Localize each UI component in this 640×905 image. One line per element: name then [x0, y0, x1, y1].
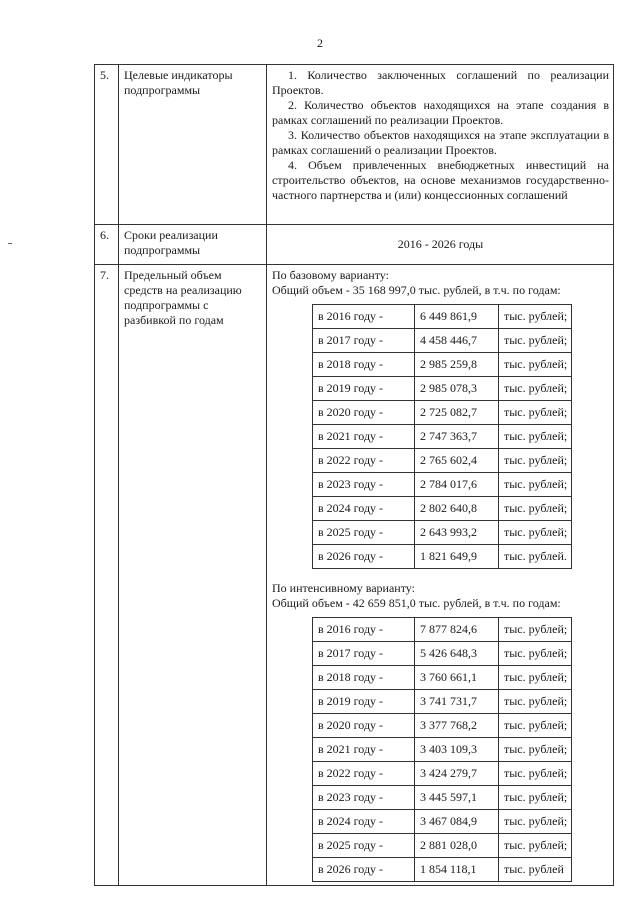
year-amount: 2 802 640,8: [415, 497, 499, 521]
year-label: в 2024 году -: [313, 810, 415, 834]
intensive-variant-total: Общий объем - 42 659 851,0 тыс. рублей, в т.ч. по годам:: [272, 596, 561, 610]
year-row: [313, 473, 572, 497]
row-number: 6.: [95, 225, 119, 265]
year-amount: 5 426 648,3: [415, 642, 499, 666]
year-unit: тыс. рублей;: [499, 618, 572, 642]
year-label: в 2018 году -: [313, 666, 415, 690]
year-unit: тыс. рублей;: [499, 473, 572, 497]
year-amount: 3 741 731,7: [415, 690, 499, 714]
year-row: [313, 714, 572, 738]
year-row: [313, 545, 572, 569]
intensive-years-list: [312, 617, 572, 882]
year-unit: тыс. рублей;: [499, 810, 572, 834]
year-unit: тыс. рублей;: [499, 329, 572, 353]
year-unit: тыс. рублей;: [499, 497, 572, 521]
year-amount: 3 760 661,1: [415, 666, 499, 690]
year-unit: тыс. рублей;: [499, 786, 572, 810]
year-amount: 4 458 446,7: [415, 329, 499, 353]
passport-table: [94, 64, 614, 886]
year-row: [313, 738, 572, 762]
year-unit: тыс. рублей;: [499, 666, 572, 690]
year-label: в 2026 году -: [313, 545, 415, 569]
year-label: в 2017 году -: [313, 329, 415, 353]
year-label: в 2016 году -: [313, 305, 415, 329]
row-funding: [95, 265, 614, 886]
year-amount: 3 424 279,7: [415, 762, 499, 786]
year-row: [313, 858, 572, 882]
year-amount: 3 467 084,9: [415, 810, 499, 834]
year-row: [313, 810, 572, 834]
year-unit: тыс. рублей;: [499, 834, 572, 858]
year-label: в 2017 году -: [313, 642, 415, 666]
year-unit: тыс. рублей;: [499, 401, 572, 425]
year-unit: тыс. рублей.: [499, 545, 572, 569]
year-unit: тыс. рублей: [499, 858, 572, 882]
year-unit: тыс. рублей;: [499, 738, 572, 762]
indicator-item: 2. Количество объектов находящихся на этапе создания в рамках соглашений по реализации Проектов.: [272, 98, 609, 127]
year-amount: 3 377 768,2: [415, 714, 499, 738]
year-label: в 2025 году -: [313, 834, 415, 858]
year-row: [313, 497, 572, 521]
year-row: [313, 329, 572, 353]
year-amount: 2 985 259,8: [415, 353, 499, 377]
year-row: [313, 666, 572, 690]
year-amount: 2 643 993,2: [415, 521, 499, 545]
margin-mark: [8, 243, 12, 244]
base-variant-title: По базовому варианту:: [272, 268, 389, 282]
year-label: в 2021 году -: [313, 425, 415, 449]
year-label: в 2016 году -: [313, 618, 415, 642]
year-label: в 2020 году -: [313, 401, 415, 425]
year-label: в 2022 году -: [313, 762, 415, 786]
year-row: [313, 786, 572, 810]
year-row: [313, 762, 572, 786]
year-label: в 2025 году -: [313, 521, 415, 545]
year-amount: 1 821 649,9: [415, 545, 499, 569]
intensive-variant-title: По интенсивному варианту:: [272, 581, 415, 595]
timeframe-value: 2016 - 2026 годы: [267, 225, 614, 265]
year-amount: 2 765 602,4: [415, 449, 499, 473]
year-row: [313, 834, 572, 858]
year-amount: 2 881 028,0: [415, 834, 499, 858]
year-label: в 2019 году -: [313, 690, 415, 714]
page-number: 2: [317, 36, 323, 50]
year-row: [313, 690, 572, 714]
year-label: в 2022 году -: [313, 449, 415, 473]
row-label: Сроки реализации подпрограммы: [119, 225, 267, 265]
year-amount: 2 985 078,3: [415, 377, 499, 401]
row-label: Целевые индикаторы подпрограммы: [119, 65, 267, 225]
year-unit: тыс. рублей;: [499, 762, 572, 786]
year-row: [313, 401, 572, 425]
row-timeframe: [95, 225, 614, 265]
indicators-cell: [267, 65, 614, 225]
year-label: в 2023 году -: [313, 786, 415, 810]
year-amount: 6 449 861,9: [415, 305, 499, 329]
year-row: [313, 618, 572, 642]
year-label: в 2018 году -: [313, 353, 415, 377]
base-years-list: [312, 304, 572, 569]
row-target-indicators: [95, 65, 614, 225]
year-unit: тыс. рублей;: [499, 521, 572, 545]
funding-cell: [267, 265, 614, 886]
row-number: 7.: [95, 265, 119, 886]
year-label: в 2023 году -: [313, 473, 415, 497]
year-amount: 7 877 824,6: [415, 618, 499, 642]
year-amount: 3 445 597,1: [415, 786, 499, 810]
year-amount: 2 784 017,6: [415, 473, 499, 497]
year-amount: 3 403 109,3: [415, 738, 499, 762]
year-row: [313, 377, 572, 401]
year-label: в 2021 году -: [313, 738, 415, 762]
year-row: [313, 449, 572, 473]
year-row: [313, 305, 572, 329]
indicator-item: 4. Объем привлеченных внебюджетных инвестиций на строительство объектов, на основе механизмов государственно-частного партнерства и (или) концессионных соглашений: [272, 158, 609, 202]
indicator-item: 3. Количество объектов находящихся на этапе эксплуатации в рамках соглашений о реализации Проектов.: [272, 128, 609, 157]
year-unit: тыс. рублей;: [499, 377, 572, 401]
year-label: в 2020 году -: [313, 714, 415, 738]
year-label: в 2024 году -: [313, 497, 415, 521]
year-row: [313, 425, 572, 449]
year-unit: тыс. рублей;: [499, 714, 572, 738]
base-variant-total: Общий объем - 35 168 997,0 тыс. рублей, в т.ч. по годам:: [272, 283, 561, 297]
year-row: [313, 353, 572, 377]
year-unit: тыс. рублей;: [499, 353, 572, 377]
year-unit: тыс. рублей;: [499, 690, 572, 714]
year-unit: тыс. рублей;: [499, 449, 572, 473]
year-row: [313, 642, 572, 666]
year-amount: 1 854 118,1: [415, 858, 499, 882]
year-unit: тыс. рублей;: [499, 425, 572, 449]
year-unit: тыс. рублей;: [499, 305, 572, 329]
row-label: Предельный объем средств на реализацию подпрограммы с разбивкой по годам: [119, 265, 267, 886]
year-amount: 2 747 363,7: [415, 425, 499, 449]
year-row: [313, 521, 572, 545]
indicator-item: 1. Количество заключенных соглашений по реализации Проектов.: [272, 68, 609, 97]
year-label: в 2026 году -: [313, 858, 415, 882]
year-amount: 2 725 082,7: [415, 401, 499, 425]
row-number: 5.: [95, 65, 119, 225]
year-label: в 2019 году -: [313, 377, 415, 401]
year-unit: тыс. рублей;: [499, 642, 572, 666]
